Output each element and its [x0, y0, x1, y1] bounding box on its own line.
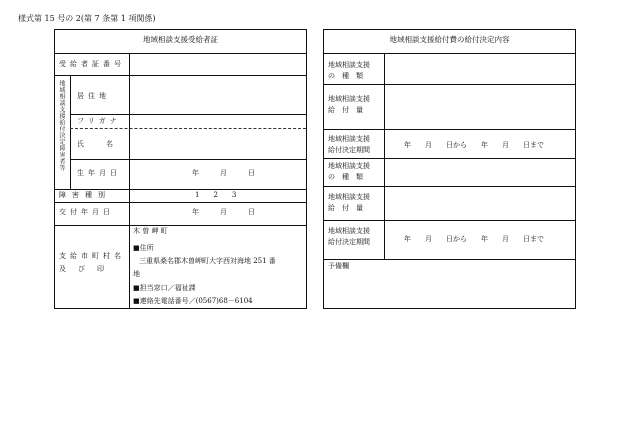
decision-period-value[interactable]: 年 月 日から 年 月 日まで	[404, 141, 544, 149]
benefit-decision-panel	[323, 29, 576, 309]
decision-period-label: 地域相談支援 給付決定期間	[328, 227, 370, 246]
municipality-label-line2: 及び印	[59, 265, 116, 273]
furigana-label: フリガナ	[77, 117, 121, 125]
service-type-label: 地域相談支援 の 種 類	[328, 61, 370, 80]
birthdate-value[interactable]: 年 月 日	[192, 169, 255, 177]
disability-type-options[interactable]: 1 2 3	[195, 191, 237, 199]
certificate-panel	[54, 29, 307, 309]
municipality-label-line1: 支給市町村名	[59, 252, 125, 260]
birthdate-label: 生年月日	[77, 169, 121, 177]
municipality-name: 木 曽 岬 町	[133, 227, 168, 235]
municipality-address-line2: 地	[133, 270, 140, 278]
benefit-amount-label: 地域相談支援 給 付 量	[328, 95, 370, 114]
certificate-title: 地域相談支援受給者証	[143, 35, 218, 44]
benefit-amount-label: 地域相談支援 給 付 量	[328, 193, 370, 212]
disability-type-label: 障害種別	[59, 191, 111, 199]
municipality-address-line1: 三重県桑名郡木曽岬町大字西対海地 251 番	[139, 257, 276, 265]
recipient-number-label: 受給者証番号	[59, 60, 125, 68]
form-number: 様式第 15 号の 2(第 7 条第 1 項関係)	[18, 14, 156, 23]
municipality-address-heading: ■住所	[133, 244, 154, 252]
contact-phone: ■連絡先電話番号／(0567)68－6104	[133, 297, 253, 305]
benefit-decision-title: 地域相談支援給付費の給付決定内容	[389, 35, 510, 44]
decision-period-value[interactable]: 年 月 日から 年 月 日まで	[404, 235, 544, 243]
contact-window: ■担当窓口／福祉課	[133, 284, 196, 292]
service-type-label: 地域相談支援 の 種 類	[328, 162, 370, 181]
issue-date-value[interactable]: 年 月 日	[192, 208, 255, 216]
recipient-section-label: 地域相談支援給付決定障害者等	[58, 80, 65, 171]
name-label: 氏名	[77, 140, 135, 148]
address-label: 居住地	[77, 92, 110, 100]
remarks-label: 予備欄	[328, 262, 349, 270]
decision-period-label: 地域相談支援 給付決定期間	[328, 135, 370, 154]
issue-date-label: 交付年月日	[59, 208, 114, 216]
